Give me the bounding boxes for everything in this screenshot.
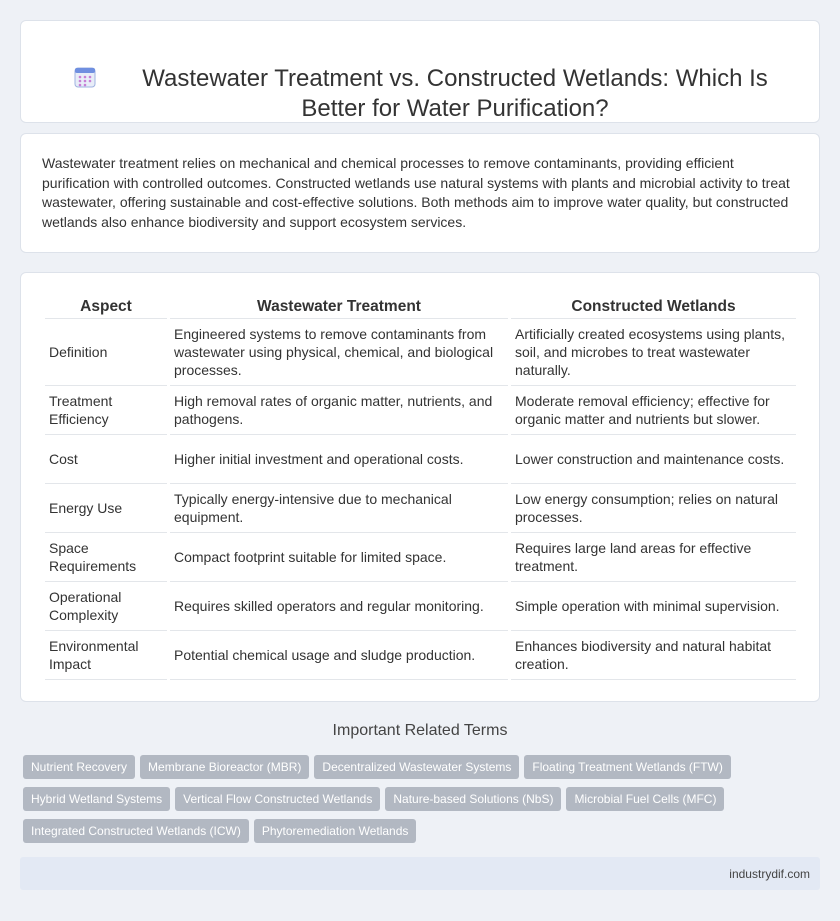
column-header-wetlands: Constructed Wetlands bbox=[511, 295, 796, 319]
wastewater-cell: Requires skilled operators and regular monitoring. bbox=[170, 582, 508, 631]
aspect-cell: Energy Use bbox=[45, 484, 167, 533]
table-row bbox=[45, 533, 796, 582]
page-title: Wastewater Treatment vs. Constructed Wetlands: Which Is Better for Water Purification? bbox=[142, 65, 768, 122]
tag-row bbox=[23, 755, 813, 787]
wastewater-cell: Potential chemical usage and sludge production. bbox=[170, 631, 508, 680]
wetlands-cell: Requires large land areas for effective treatment. bbox=[511, 533, 796, 582]
table-row bbox=[45, 386, 796, 435]
table-row bbox=[45, 631, 796, 680]
comparison-table bbox=[42, 295, 799, 680]
footer-site-link[interactable]: industrydif.com bbox=[729, 867, 810, 881]
footer bbox=[20, 857, 820, 890]
title-card bbox=[20, 20, 820, 123]
tag-link[interactable]: Floating Treatment Wetlands (FTW) bbox=[524, 755, 731, 779]
wastewater-cell: Higher initial investment and operational costs. bbox=[170, 435, 508, 484]
table-row bbox=[45, 484, 796, 533]
tag-link[interactable]: Phytoremediation Wetlands bbox=[254, 819, 417, 843]
tag-link[interactable]: Hybrid Wetland Systems bbox=[23, 787, 170, 811]
column-header-aspect: Aspect bbox=[45, 295, 167, 319]
related-terms-title: Important Related Terms bbox=[332, 722, 508, 739]
wastewater-cell: Typically energy-intensive due to mechanical equipment. bbox=[170, 484, 508, 533]
tag-link[interactable]: Decentralized Wastewater Systems bbox=[314, 755, 519, 779]
table-row bbox=[45, 582, 796, 631]
tag-link[interactable]: Vertical Flow Constructed Wetlands bbox=[175, 787, 380, 811]
aspect-cell: Definition bbox=[45, 319, 167, 386]
wetlands-cell: Enhances biodiversity and natural habitat creation. bbox=[511, 631, 796, 680]
tag-row bbox=[23, 787, 813, 819]
table-header-row bbox=[45, 295, 796, 319]
tag-link[interactable]: Microbial Fuel Cells (MFC) bbox=[566, 787, 724, 811]
aspect-cell: Cost bbox=[45, 435, 167, 484]
tag-link[interactable]: Nature-based Solutions (NbS) bbox=[385, 787, 561, 811]
related-terms-tags bbox=[23, 755, 813, 851]
tag-link[interactable]: Integrated Constructed Wetlands (ICW) bbox=[23, 819, 249, 843]
tag-link[interactable]: Membrane Bioreactor (MBR) bbox=[140, 755, 309, 779]
wetlands-cell: Low energy consumption; relies on natural processes. bbox=[511, 484, 796, 533]
calendar-grid-icon bbox=[73, 65, 97, 89]
wetlands-cell: Simple operation with minimal supervision. bbox=[511, 582, 796, 631]
table-row bbox=[45, 319, 796, 386]
aspect-cell: Space Requirements bbox=[45, 533, 167, 582]
wetlands-cell: Artificially created ecosystems using plants, soil, and microbes to treat wastewater naturally. bbox=[511, 319, 796, 386]
intro-text: Wastewater treatment relies on mechanical and chemical processes to remove contaminants, providing efficient purification with controlled outcomes. Constructed wetlands use natural systems with plants and microbial activity to treat wastewater, offering sustainable and cost-effective solutions. Both methods aim to improve water quality, but constructed wetlands also enhance biodiversity and support ecosystem services. bbox=[42, 155, 790, 230]
wastewater-cell: Engineered systems to remove contaminants from wastewater using physical, chemical, and biological processes. bbox=[170, 319, 508, 386]
wetlands-cell: Lower construction and maintenance costs. bbox=[511, 435, 796, 484]
column-header-wastewater: Wastewater Treatment bbox=[170, 295, 508, 319]
wastewater-cell: Compact footprint suitable for limited space. bbox=[170, 533, 508, 582]
tag-row bbox=[23, 819, 813, 851]
aspect-cell: Environmental Impact bbox=[45, 631, 167, 680]
intro-card bbox=[20, 133, 820, 253]
aspect-cell: Operational Complexity bbox=[45, 582, 167, 631]
tag-link[interactable]: Nutrient Recovery bbox=[23, 755, 135, 779]
table-row bbox=[45, 435, 796, 484]
comparison-table-card bbox=[20, 272, 820, 702]
aspect-cell: Treatment Efficiency bbox=[45, 386, 167, 435]
wetlands-cell: Moderate removal efficiency; effective for organic matter and nutrients but slower. bbox=[511, 386, 796, 435]
wastewater-cell: High removal rates of organic matter, nutrients, and pathogens. bbox=[170, 386, 508, 435]
